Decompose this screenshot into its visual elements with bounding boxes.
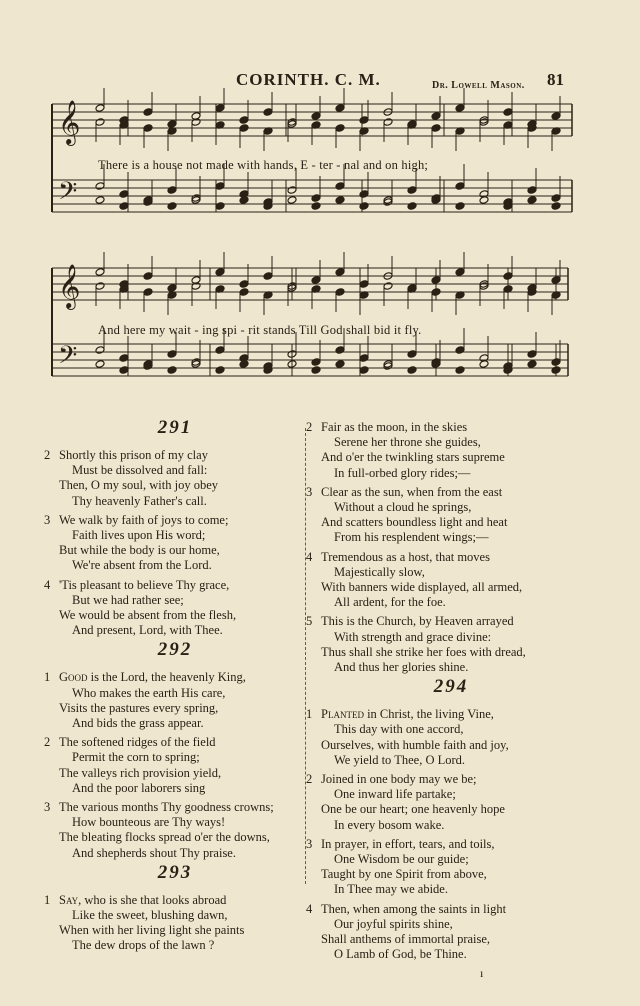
stanza: [44, 735, 306, 796]
stanza-number: 3: [44, 512, 51, 527]
stanza-line: Faith lives upon His word;: [72, 528, 206, 543]
note-head: [407, 202, 417, 211]
stanza-line: In every bosom wake.: [334, 817, 445, 832]
system-2-bass-staff: [52, 344, 568, 376]
stanza-line: Clear as the sun, when from the east: [321, 484, 503, 499]
note-head: [479, 196, 489, 205]
note-head: [191, 282, 201, 291]
note-head: [359, 116, 369, 125]
stanza-line: And present, Lord, with Thee.: [72, 623, 223, 638]
note-head: [311, 276, 321, 285]
hymn-292: [44, 639, 306, 860]
lyrics-line-1: There is a house not made with hands, E - ter - nal and on high;: [98, 158, 429, 172]
note-head: [551, 112, 561, 121]
note-head: [359, 190, 369, 199]
note-head: [95, 182, 105, 191]
stanza-line: Fair as the moon, in the skies: [321, 420, 468, 434]
note-head: [167, 350, 177, 359]
note-head: [479, 360, 489, 369]
note-head: [239, 280, 249, 289]
note-head: [527, 360, 537, 369]
note-head: [359, 202, 369, 211]
note-head: [407, 186, 417, 195]
stanza: [306, 614, 596, 675]
stanza-line: in Christ, the living Vine,: [363, 707, 494, 722]
note-head: [95, 268, 105, 277]
tune-title: CORINTH. C. M.: [236, 70, 381, 89]
stanza-line: Without a cloud he springs,: [334, 500, 472, 515]
stanza-line: One Wisdom be our guide;: [334, 852, 469, 867]
stanza: [306, 902, 596, 963]
stanza-line: The various months Thy goodness crowns;: [59, 800, 274, 815]
stanza-line: In Thee may we abide.: [334, 882, 448, 897]
stanza-line: This day with one accord,: [334, 722, 464, 737]
note-head: [95, 104, 105, 113]
stanza-line: The dew drops of the lawn ?: [72, 938, 215, 953]
stanza: [306, 772, 596, 833]
note-head: [119, 190, 129, 199]
stanza-line: Visits the pastures every spring,: [59, 700, 219, 715]
note-head: [191, 118, 201, 127]
note-head: [503, 272, 513, 281]
note-head: [239, 116, 249, 125]
stanza-line: The softened ridges of the field: [59, 735, 216, 750]
stanza-line: Joined in one body may we be;: [321, 772, 477, 787]
stanza-line: Our joyful spirits shine,: [334, 916, 453, 931]
note-head: [167, 366, 177, 375]
note-head: [455, 366, 465, 375]
hymn-291: [44, 417, 306, 638]
stanza-line: Permit the corn to spring;: [72, 750, 200, 765]
note-head: [455, 182, 465, 191]
note-head: [119, 202, 129, 211]
stanza: [44, 800, 306, 861]
note-head: [287, 196, 297, 205]
stanza: [306, 420, 596, 481]
hymn-number: 291: [157, 417, 193, 438]
stanza-line: Who makes the earth His care,: [72, 685, 226, 700]
first-word: Planted: [321, 707, 364, 722]
note-head: [239, 124, 249, 133]
note-head: [311, 202, 321, 211]
note-head: [503, 108, 513, 117]
stanza-line: Taught by one Spirit from above,: [321, 867, 487, 882]
note-head: [335, 360, 345, 369]
stanza-line: One inward life partake;: [334, 787, 456, 802]
stanza-number: 2: [306, 772, 313, 787]
stanza-line: With strength and grace divine:: [334, 629, 492, 644]
hymn-number: 294: [433, 676, 469, 698]
note-head: [311, 112, 321, 121]
stanza-number: 4: [306, 901, 313, 916]
hymn-293-continued: [306, 420, 596, 675]
stanza-line: But we had rather see;: [72, 592, 184, 607]
stanza: [44, 513, 306, 574]
note-head: [215, 366, 225, 375]
note-head: [431, 124, 441, 133]
stanza-line: The valleys rich provision yield,: [59, 765, 222, 780]
note-head: [359, 366, 369, 375]
stanza-line: One be our heart; one heavenly hope: [321, 802, 505, 817]
note-head: [359, 354, 369, 363]
stanza: [306, 485, 596, 546]
note-head: [167, 186, 177, 195]
note-head: [407, 350, 417, 359]
note-head: [167, 284, 177, 293]
note-head: [95, 346, 105, 355]
note-head: [167, 202, 177, 211]
stanza-line: Thy heavenly Father's call.: [72, 493, 207, 508]
stanza-line: In full-orbed glory rides;—: [334, 465, 471, 480]
note-head: [335, 124, 345, 133]
stanza-line: From his resplendent wings;—: [334, 530, 489, 545]
note-head: [215, 202, 225, 211]
stanza: [306, 837, 596, 898]
hymn-293: [44, 861, 306, 954]
treble-clef-icon: 𝄞: [58, 100, 81, 144]
stanza-line: Thus shall she strike her foes with dread,: [321, 644, 526, 659]
hymn-number: 293: [157, 861, 193, 883]
printer-mark: ı: [480, 966, 484, 980]
stanza-line: Serene her throne she guides,: [334, 435, 481, 450]
note-head: [311, 194, 321, 203]
note-head: [551, 202, 561, 211]
note-head: [527, 196, 537, 205]
note-head: [167, 120, 177, 129]
stanza-line: We yield to Thee, O Lord.: [334, 752, 466, 767]
stanza-line: 'Tis pleasant to believe Thy grace,: [59, 577, 230, 592]
page-number: 81: [547, 70, 564, 89]
note-head: [335, 288, 345, 297]
stanza: [306, 707, 596, 768]
stanza-line: When with her living light she paints: [59, 923, 245, 938]
note-head: [263, 108, 273, 117]
stanza-number: 5: [306, 614, 313, 629]
bass-clef-icon: 𝄢: [58, 177, 78, 212]
note-head: [215, 104, 225, 113]
note-head: [455, 268, 465, 277]
note-head: [335, 104, 345, 113]
stanza-line: is the Lord, the heavenly King,: [87, 670, 246, 685]
note-head: [143, 108, 153, 117]
note-head: [239, 288, 249, 297]
note-head: [383, 282, 393, 291]
note-head: [311, 366, 321, 375]
stanza-line: O Lamb of God, be Thine.: [334, 947, 467, 962]
stanza-line: We would be absent from the flesh,: [59, 608, 237, 623]
note-head: [551, 194, 561, 203]
note-head: [215, 346, 225, 355]
stanza-number: 1: [306, 707, 313, 722]
stanza-number: 3: [44, 800, 51, 815]
note-head: [551, 358, 561, 367]
stanza-number: 3: [306, 836, 313, 851]
note-head: [551, 366, 561, 375]
stanza-number: 3: [306, 484, 313, 499]
note-head: [335, 196, 345, 205]
bass-clef-icon: 𝄢: [58, 341, 78, 376]
note-head: [95, 282, 105, 291]
note-head: [335, 346, 345, 355]
stanza-line: Shall anthems of immortal praise,: [321, 932, 491, 947]
stanza-number: 4: [44, 577, 51, 592]
note-head: [431, 276, 441, 285]
note-head: [359, 280, 369, 289]
stanza: [306, 550, 596, 611]
note-head: [527, 350, 537, 359]
note-head: [455, 346, 465, 355]
note-head: [95, 196, 105, 205]
first-word: Good: [59, 670, 88, 685]
note-head: [95, 360, 105, 369]
stanza-line: We walk by faith of joys to come;: [59, 512, 229, 527]
stanza-number: 1: [44, 892, 51, 907]
stanza: [44, 670, 306, 731]
stanza-line: With banners wide displayed, all armed,: [321, 580, 523, 595]
note-head: [239, 196, 249, 205]
note-head: [95, 118, 105, 127]
stanza-number: 4: [306, 549, 313, 564]
stanza-line: And bids the grass appear.: [72, 716, 204, 731]
stanza-line: Shortly this prison of my clay: [59, 448, 208, 462]
stanza-number: 1: [44, 670, 51, 685]
stanza-line: How bounteous are Thy ways!: [72, 815, 226, 830]
stanza-number: 2: [306, 420, 313, 434]
note-head: [119, 354, 129, 363]
note-head: [431, 112, 441, 121]
stanza-line: This is the Church, by Heaven arrayed: [321, 614, 514, 629]
note-head: [383, 118, 393, 127]
note-head: [143, 124, 153, 133]
note-head: [455, 104, 465, 113]
stanza-line: Then, when among the saints in light: [321, 901, 507, 916]
stanza-number: 2: [44, 448, 51, 462]
stanza-line: Then, O my soul, with joy obey: [59, 478, 219, 493]
note-head: [215, 182, 225, 191]
stanza: [44, 893, 306, 954]
stanza-line: And scatters boundless light and heat: [321, 515, 508, 530]
note-head: [239, 360, 249, 369]
note-head: [263, 272, 273, 281]
stanza-line: In prayer, in effort, tears, and toils,: [321, 836, 495, 851]
note-head: [431, 288, 441, 297]
system-2-treble-staff: [52, 268, 568, 300]
note-head: [551, 276, 561, 285]
stanza-line: Must be dissolved and fall:: [72, 463, 208, 478]
stanza-line: And shepherds shout Thy praise.: [72, 845, 236, 860]
stanza-line: Ourselves, with humble faith and joy,: [321, 737, 509, 752]
stanza: [44, 448, 306, 509]
treble-clef-icon: 𝄞: [58, 264, 81, 308]
stanza-line: Tremendous as a host, that moves: [321, 549, 490, 564]
note-head: [335, 268, 345, 277]
composer-credit: Dr. Lowell Mason.: [432, 80, 525, 91]
stanza-line: We're absent from the Lord.: [72, 558, 212, 573]
stanza-line: , who is she that looks abroad: [78, 892, 227, 907]
note-head: [143, 272, 153, 281]
stanza-line: Like the sweet, blushing dawn,: [72, 908, 228, 923]
note-head: [143, 288, 153, 297]
stanza-line: But while the body is our home,: [59, 543, 220, 558]
stanza-line: Majestically slow,: [334, 564, 425, 579]
note-head: [407, 366, 417, 375]
stanza-line: And the poor laborers sing: [72, 780, 206, 795]
stanza-line: All ardent, for the foe.: [334, 595, 446, 610]
lyrics-line-2: And here my wait - ing spi - rit stands Till God shall bid it fly.: [98, 323, 422, 337]
note-head: [287, 186, 297, 195]
note-head: [335, 182, 345, 191]
stanza-number: 2: [44, 735, 51, 750]
hymn-294: [306, 676, 596, 962]
note-head: [455, 202, 465, 211]
note-head: [311, 358, 321, 367]
stanza: [44, 578, 306, 639]
right-column: [306, 420, 596, 967]
note-head: [527, 186, 537, 195]
note-head: [119, 366, 129, 375]
left-column: [44, 418, 306, 958]
stanza-line: And o'er the twinkling stars supreme: [321, 450, 505, 465]
stanza-line: The bleating flocks spread o'er the downs,: [59, 830, 270, 845]
hymn-number: 292: [157, 639, 193, 661]
music-score: [0, 0, 640, 420]
first-word: Say: [59, 892, 79, 907]
note-head: [215, 268, 225, 277]
stanza-line: And thus her glories shine.: [334, 660, 469, 675]
